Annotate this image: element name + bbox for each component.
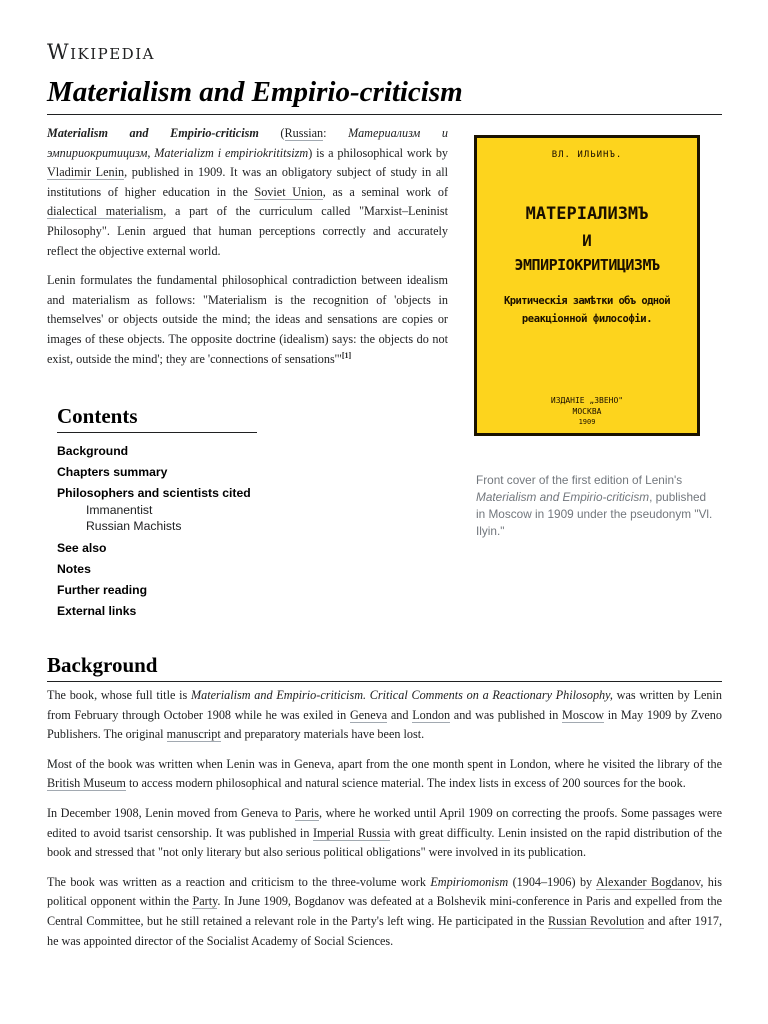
- link-party[interactable]: Party: [192, 894, 218, 909]
- text-run: , a part of the curriculum called "Marxist–Leninist Philosophy". Lenin argued that human perceptions correctly and accurately reflect the objective external world.: [47, 204, 449, 258]
- section-heading-background: Background: [47, 653, 722, 682]
- bold-article-title: Materialism and Empirio-criticism: [47, 126, 259, 140]
- toc-item-background[interactable]: Background: [57, 444, 129, 458]
- page-title: Materialism and Empirio-criticism: [47, 76, 722, 115]
- wikipedia-wordmark[interactable]: Wikipedia: [47, 40, 155, 64]
- toc-subitem-russian-machists[interactable]: Russian Machists: [86, 519, 182, 533]
- russian-title: Материализм и эмпириокритицизм: [47, 126, 449, 160]
- toc-item-see-also[interactable]: See also: [57, 541, 107, 555]
- table-of-contents: [57, 404, 257, 622]
- text-run: Lenin formulates the fundamental philosophical contradiction between idealism and materialism as follows: "Materialism is the recognition of 'objects in themselves' or objects outside the mind; the ideas and sensations are copies or images of these objects. The opposite doctrine (idealism) says: the objects do not exist, outside the mind'; they are 'connections of sensations'": [47, 273, 448, 366]
- empiriomonism-italic: Empiriomonism: [430, 874, 509, 889]
- cover-subtitle-1: Критическія замѣтки объ одной: [504, 295, 670, 307]
- intro-paragraph-2: [47, 271, 448, 369]
- link-russian-revolution[interactable]: Russian Revolution: [547, 913, 645, 928]
- book-cover-image[interactable]: [474, 135, 700, 436]
- link-imperial-russia[interactable]: Imperial Russia: [312, 825, 391, 840]
- text-run: :: [323, 126, 349, 140]
- full-title-italic: Materialism and Empirio-criticism. Critical Comments on a Reactionary Philosophy,: [190, 688, 613, 702]
- intro-paragraph-1: [47, 124, 448, 261]
- cover-city: МОСКВА: [572, 407, 602, 416]
- infobox-caption: Front cover of the first edition of Lenin's Materialism and Empirio-criticism, published in Moscow in 1909 under the pseudonym "Vl. Ilyin.": [476, 473, 713, 538]
- link-british-museum[interactable]: British Museum: [47, 776, 126, 791]
- intro-section: [47, 124, 448, 379]
- link-russian[interactable]: Russian: [284, 126, 324, 140]
- link-paris[interactable]: Paris: [294, 805, 320, 820]
- toc-subitem-immanentist[interactable]: Immanentist: [86, 503, 153, 517]
- cover-author: ВЛ. ИЛЬИНЪ.: [551, 150, 623, 160]
- transliterated-title: Materializm i empiriokrititsizm: [154, 145, 309, 160]
- link-soviet-union[interactable]: Soviet Union: [254, 184, 323, 199]
- link-manuscript[interactable]: manuscript: [166, 727, 221, 742]
- cover-title-line-3: ЭМПИРІОКРИТИЦИЗМЪ: [514, 256, 660, 274]
- text-run: , as a seminal work of: [322, 184, 448, 199]
- link-moscow[interactable]: Moscow: [562, 707, 604, 722]
- cover-year: 1909: [578, 418, 596, 426]
- background-paragraph-3: In December 1908, Lenin moved from Geneva to Paris, where he worked until April 1909 on correcting the proofs. Some passages were edited to avoid tsarist censorship. It was published in Imperial Russia with great difficulty. Lenin insisted on the rapid distribution of the book and stressed that "not only literary but also serious political obligations" were involved in its publication.: [47, 805, 722, 860]
- toc-item-notes[interactable]: Notes: [57, 562, 91, 576]
- toc-item-chapters-summary[interactable]: Chapters summary: [57, 465, 168, 479]
- text-run: ) is a philosophical work by: [308, 145, 449, 160]
- toc-item-further-reading[interactable]: Further reading: [57, 583, 148, 597]
- link-alexander-bogdanov[interactable]: Alexander Bogdanov: [595, 874, 701, 889]
- background-paragraph-2: Most of the book was written when Lenin was in Geneva, apart from the one month spent in London, where he visited the library of the British Museum to access modern philosophical and natural science material. The index lists in excess of 200 sources for the book.: [47, 756, 722, 791]
- text-run: (: [258, 126, 285, 140]
- background-paragraph-1: The book, whose full title is Materialism and Empirio-criticism. Critical Comments on a Reactionary Philosophy, was written by Lenin from February through October 1908 while he was exiled in Geneva and London and was published in Moscow in May 1909 by Zveno Publishers. The original manuscript and preparatory materials have been lost.: [47, 688, 723, 742]
- citation-link[interactable]: [1]: [341, 350, 352, 360]
- toc-item-external-links[interactable]: External links: [57, 604, 137, 618]
- cover-title-line-2: И: [582, 231, 592, 250]
- toc-title: Contents: [57, 404, 257, 433]
- background-paragraph-4: The book was written as a reaction and criticism to the three-volume work Empiriomonism (1904–1906) by Alexander Bogdanov, his political opponent within the Party. In June 1909, Bogdanov was defeated at a Bolshevik mini-conference in Paris and expelled from the Central Committee, but he still retained a relevant role in the Party's left wing. He participated in the Russian Revolution and after 1917, he was appointed director of the Socialist Academy of Social Sciences.: [47, 874, 723, 948]
- cover-title-line-1: МАТЕРІАЛИЗМЪ: [525, 204, 649, 224]
- background-section: [47, 686, 722, 961]
- cover-publisher: ИЗДАНІЕ „ЗВЕНО": [550, 396, 624, 405]
- text-run: , published in 1909. It was an obligatory subject of study in all institutions of higher education in the: [47, 165, 448, 199]
- link-london[interactable]: London: [412, 707, 451, 722]
- link-vladimir-lenin[interactable]: Vladimir Lenin: [47, 165, 125, 180]
- toc-item-philosophers[interactable]: Philosophers and scientists cited: [57, 486, 251, 500]
- link-geneva[interactable]: Geneva: [349, 707, 388, 722]
- link-dialectical-materialism[interactable]: dialectical materialism: [47, 204, 164, 219]
- cover-subtitle-2: реакціонной философіи.: [521, 313, 653, 325]
- text-run: ,: [147, 145, 155, 160]
